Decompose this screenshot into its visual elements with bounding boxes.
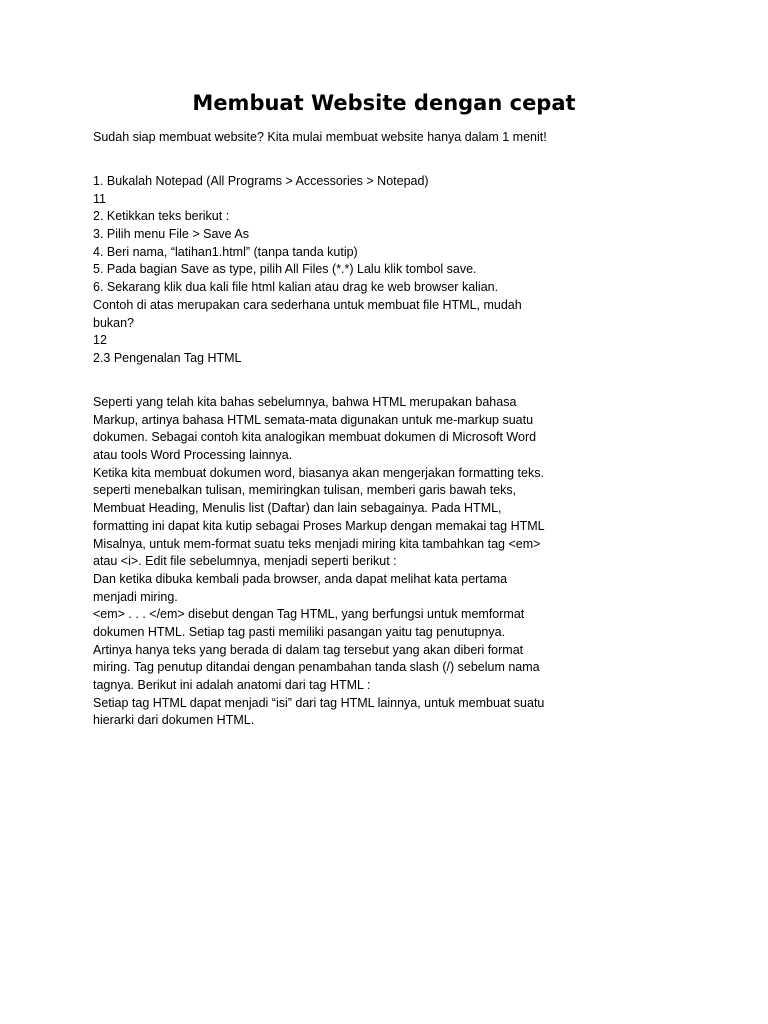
document-title: Membuat Website dengan cepat bbox=[192, 91, 576, 115]
text-line: menjadi miring. bbox=[93, 589, 178, 604]
text-line: Membuat Heading, Menulis list (Daftar) dan lain sebagainya. Pada HTML, bbox=[93, 501, 502, 516]
text-line: 12 bbox=[93, 333, 107, 348]
text-line: Markup, artinya bahasa HTML semata-mata digunakan untuk me-markup suatu bbox=[93, 412, 534, 427]
text-line: Contoh di atas merupakan cara sederhana untuk membuat file HTML, mudah bbox=[93, 297, 522, 312]
text-line: 1. Bukalah Notepad (All Programs > Accessories > Notepad) bbox=[93, 174, 429, 188]
text-line: tagnya. Berikut ini adalah anatomi dari tag HTML : bbox=[93, 678, 371, 692]
text-line: miring. Tag penutup ditandai dengan penambahan tanda slash (/) sebelum nama bbox=[93, 660, 540, 675]
text-line: dokumen. Sebagai contoh kita analogikan membuat dokumen di Microsoft Word bbox=[93, 430, 537, 445]
text-line: Artinya hanya teks yang berada di dalam tag tersebut yang akan diberi format bbox=[93, 642, 524, 657]
text-line: 3. Pilih menu File > Save As bbox=[93, 227, 249, 242]
text-line: 4. Beri nama, “latihan1.html” (tanpa tanda kutip) bbox=[93, 244, 358, 259]
section-heading: 2.3 Pengenalan Tag HTML bbox=[93, 350, 242, 365]
steps-section bbox=[93, 173, 583, 368]
text-line: Misalnya, untuk mem-format suatu teks menjadi miring kita tambahkan tag <em> bbox=[93, 536, 541, 551]
text-line: atau tools Word Processing lainnya. bbox=[93, 448, 293, 463]
text-line: atau <i>. Edit file sebelumnya, menjadi seperti berikut : bbox=[93, 554, 397, 569]
text-line: 11 bbox=[93, 191, 106, 206]
text-line: bukan? bbox=[93, 315, 135, 330]
text-line: hierarki dari dokumen HTML. bbox=[93, 713, 255, 728]
text-line: Dan ketika dibuka kembali pada browser, anda dapat melihat kata pertama bbox=[93, 571, 508, 586]
text-line: 2. Ketikkan teks berikut : bbox=[93, 209, 230, 224]
text-line: dokumen HTML. Setiap tag pasti memiliki pasangan yaitu tag penutupnya. bbox=[93, 624, 506, 639]
text-line: seperti menebalkan tulisan, memiringkan tulisan, memberi garis bawah teks, bbox=[93, 483, 517, 498]
body-section bbox=[93, 394, 583, 730]
text-line: <em> . . . </em> disebut dengan Tag HTML, yang berfungsi untuk memformat bbox=[93, 607, 525, 622]
text-line: Seperti yang telah kita bahas sebelumnya, bahwa HTML merupakan bahasa bbox=[93, 395, 517, 409]
text-line: Ketika kita membuat dokumen word, biasanya akan mengerjakan formatting teks. bbox=[93, 465, 544, 480]
text-line: formatting ini dapat kita kutip sebagai Proses Markup dengan memakai tag HTML bbox=[93, 518, 545, 533]
intro-paragraph: Sudah siap membuat website? Kita mulai membuat website hanya dalam 1 menit! bbox=[93, 130, 547, 144]
text-line: 5. Pada bagian Save as type, pilih All Files (*.*) Lalu klik tombol save. bbox=[93, 262, 477, 277]
text-line: Setiap tag HTML dapat menjadi “isi” dari tag HTML lainnya, untuk membuat suatu bbox=[93, 695, 545, 710]
text-line: 6. Sekarang klik dua kali file html kalian atau drag ke web browser kalian. bbox=[93, 280, 499, 295]
